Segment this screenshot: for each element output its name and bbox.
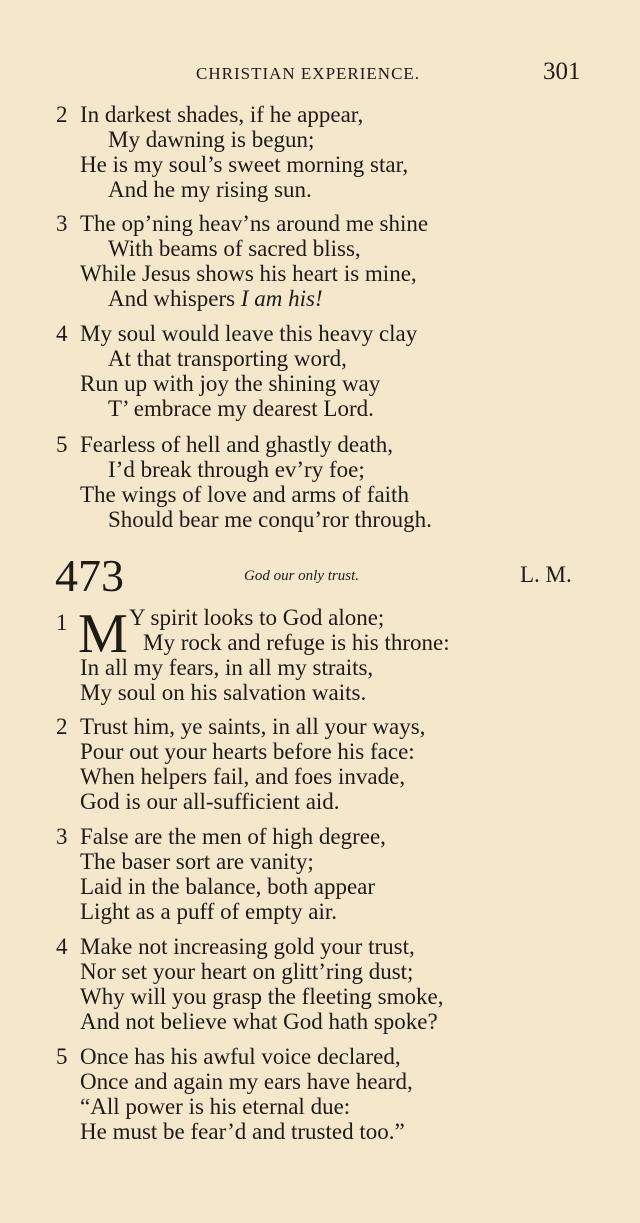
verse-line: In all my fears, in all my straits, [80, 655, 374, 680]
stanza-number: 4 [56, 934, 68, 959]
verse-line: When helpers fail, and foes invade, [80, 764, 406, 789]
verse-line: And he my rising sun. [108, 177, 312, 202]
stanza-number: 2 [56, 102, 68, 127]
verse-line: Light as a puff of empty air. [80, 899, 337, 924]
verse-line: My soul on his salvation waits. [80, 680, 367, 705]
hymn-title: God our only trust. [244, 568, 360, 584]
verse-line: God is our all-sufficient aid. [80, 789, 340, 814]
verse-line: “All power is his eternal due: [80, 1094, 351, 1119]
verse-line: Make not increasing gold your trust, [80, 934, 415, 959]
verse-line: He is my soul’s sweet morning star, [80, 152, 409, 177]
stanza-number: 1 [56, 610, 68, 635]
hymn-heading [0, 552, 640, 600]
verse-line: Y spirit looks to God alone; [129, 605, 385, 630]
verse-line: My dawning is begun; [108, 127, 315, 152]
verse-line: He must be fear’d and trusted too.” [80, 1119, 405, 1144]
verse-line: Fearless of hell and ghastly death, [80, 432, 393, 457]
verse-line-text: And whispers [108, 286, 241, 311]
verse-line: Once has his awful voice declared, [80, 1044, 401, 1069]
stanza-number: 2 [56, 714, 68, 739]
verse-line-italic: I am his! [240, 286, 323, 311]
verse-line: The op’ning heav’ns around me shine [80, 211, 429, 236]
stanza-number: 4 [56, 321, 68, 346]
running-head [0, 58, 640, 92]
verse-line: While Jesus shows his heart is mine, [80, 261, 417, 286]
verse-line: Nor set your heart on glitt’ring dust; [80, 959, 414, 984]
verse-line: Once and again my ears have heard, [80, 1069, 413, 1094]
verse-line: T’ embrace my dearest Lord. [108, 396, 374, 421]
verse-line: At that transporting word, [108, 346, 347, 371]
verse-line: Laid in the balance, both appear [80, 874, 376, 899]
verse-line: Pour out your hearts before his face: [80, 739, 415, 764]
verse-line: My soul would leave this heavy clay [80, 321, 418, 346]
stanza-number: 5 [56, 432, 68, 457]
running-title: CHRISTIAN EXPERIENCE. [196, 64, 421, 83]
verse-line: Should bear me conqu’ror through. [108, 507, 432, 532]
verse-line: False are the men of high degree, [80, 824, 386, 849]
page-number: 301 [543, 58, 581, 85]
verse-line: My rock and refuge is his throne: [143, 630, 450, 655]
hymn-number: 473 [55, 550, 124, 601]
drop-cap: M [78, 603, 128, 665]
stanza-number: 3 [56, 824, 68, 849]
stanza-number: 3 [56, 211, 68, 236]
verse-line: In darkest shades, if he appear, [80, 102, 364, 127]
verse-line: The wings of love and arms of faith [80, 482, 409, 507]
verse-line: The baser sort are vanity; [80, 849, 314, 874]
verse-line: I’d break through ev’ry foe; [108, 457, 365, 482]
verse-line: And not believe what God hath spoke? [80, 1009, 438, 1034]
verse-line: Run up with joy the shining way [80, 371, 381, 396]
hymn-meter: L. M. [520, 562, 572, 587]
verse-line: Trust him, ye saints, in all your ways, [80, 714, 426, 739]
verse-line: Why will you grasp the fleeting smoke, [80, 984, 444, 1009]
verse-line: With beams of sacred bliss, [108, 236, 361, 261]
verse-line [108, 286, 323, 312]
stanza-number: 5 [56, 1044, 68, 1069]
